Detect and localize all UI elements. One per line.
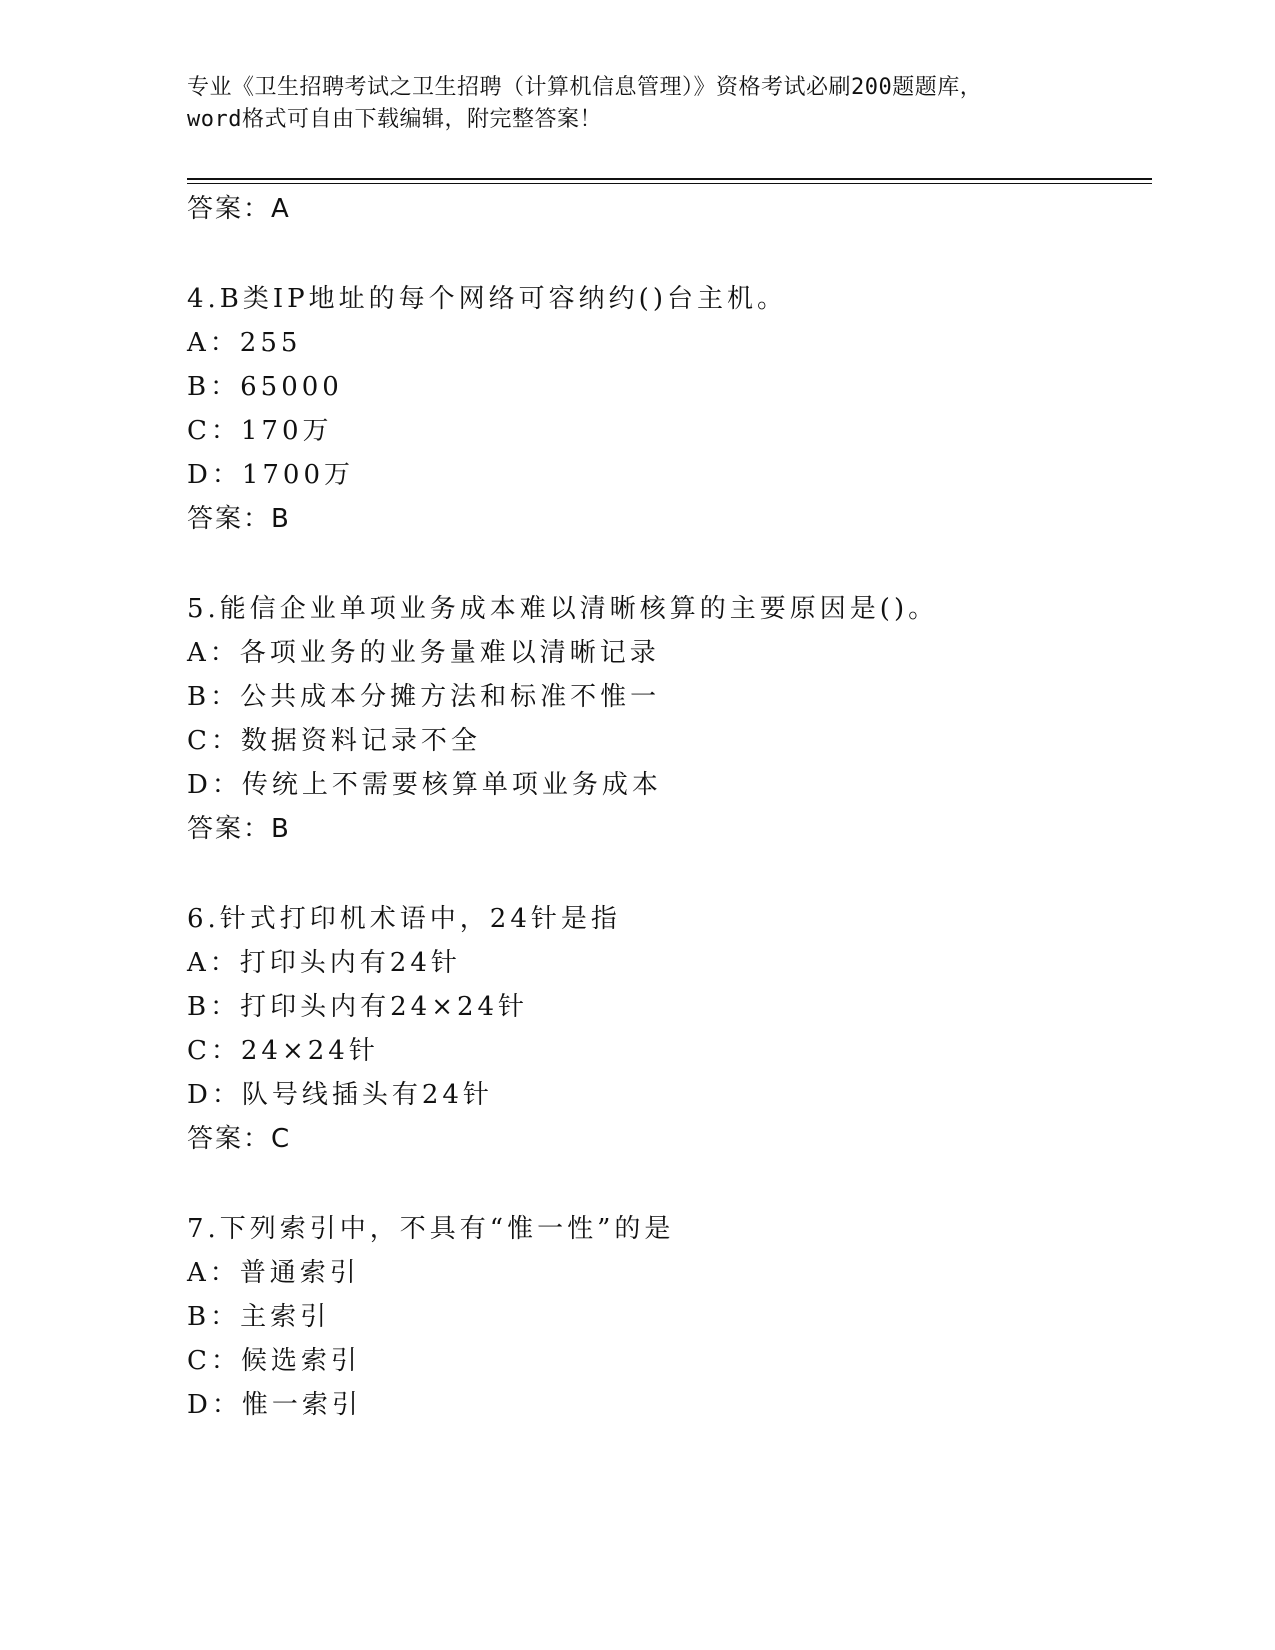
- q7-option-a: A：普通索引: [187, 1258, 360, 1288]
- q5-answer: 答案：B: [187, 814, 291, 844]
- question-5: 5.能信企业单项业务成本难以清晰核算的主要原因是()。: [187, 594, 939, 624]
- header-line-1: 专业《卫生招聘考试之卫生招聘（计算机信息管理）》资格考试必刷200题题库，: [187, 75, 983, 100]
- q7-option-d: D：惟一索引: [187, 1390, 362, 1420]
- header-divider: [187, 178, 1152, 180]
- q5-option-c: C：数据资料记录不全: [187, 726, 481, 756]
- q4-option-d: D：1700万: [187, 460, 355, 490]
- q5-option-a: A：各项业务的业务量难以清晰记录: [187, 638, 660, 668]
- q4-option-b: B：65000: [187, 372, 343, 402]
- document-header: [187, 72, 1087, 136]
- q4-option-c: C：170万: [187, 416, 333, 446]
- q4-option-a: A：255: [187, 328, 302, 358]
- question-4: 4.B类IP地址的每个网络可容纳约()台主机。: [187, 284, 787, 314]
- header-line-2: word格式可自由下载编辑，附完整答案！: [187, 107, 602, 132]
- answer-prev: 答案：A: [187, 194, 291, 224]
- q7-option-c: C：候选索引: [187, 1346, 361, 1376]
- question-6: 6.针式打印机术语中，24针是指: [187, 904, 621, 934]
- q5-option-b: B：公共成本分摊方法和标准不惟一: [187, 682, 661, 712]
- q5-option-d: D：传统上不需要核算单项业务成本: [187, 770, 662, 800]
- q6-option-a: A：打印头内有24针: [187, 948, 461, 978]
- q4-answer: 答案：B: [187, 504, 291, 534]
- q6-answer: 答案：C: [187, 1124, 292, 1154]
- q6-option-c: C：24×24针: [187, 1036, 379, 1066]
- question-7: 7.下列索引中，不具有“惟一性”的是: [187, 1214, 675, 1244]
- q6-option-b: B：打印头内有24×24针: [187, 992, 529, 1022]
- header-divider-thin: [187, 183, 1152, 184]
- q7-option-b: B：主索引: [187, 1302, 331, 1332]
- q6-option-d: D：队号线插头有24针: [187, 1080, 493, 1110]
